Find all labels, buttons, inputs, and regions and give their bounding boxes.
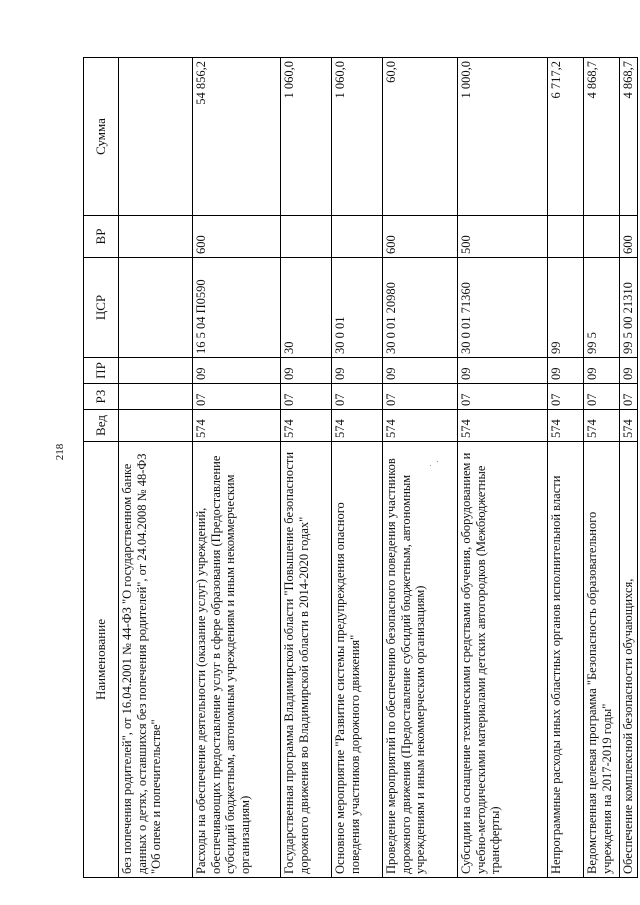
- table-row: [332, 58, 383, 878]
- table-row: [620, 58, 638, 878]
- cell-pr: 09: [458, 358, 548, 384]
- cell-pr: [119, 358, 193, 384]
- cell-sum: 1 060,0: [332, 58, 383, 216]
- cell-rz: 07: [458, 384, 548, 410]
- header-name: Наименование: [84, 442, 119, 878]
- cell-ved: 574: [383, 410, 458, 442]
- cell-sum: [119, 58, 193, 216]
- cell-rz: 07: [332, 384, 383, 410]
- cell-pr: 09: [620, 358, 638, 384]
- cell-rz: 07: [281, 384, 332, 410]
- cell-ved: 574: [332, 410, 383, 442]
- cell-vr: [281, 216, 332, 258]
- table-row: [584, 58, 620, 878]
- cell-name: Ведомственная целевая программа "Безопасность образовательного учреждения на 2017-2019 годы": [584, 442, 620, 878]
- budget-table: [83, 57, 638, 878]
- cell-ved: 574: [281, 410, 332, 442]
- cell-vr: [584, 216, 620, 258]
- cell-vr: 600: [620, 216, 638, 258]
- header-pr: ПР: [84, 358, 119, 384]
- cell-pr: 09: [332, 358, 383, 384]
- cell-vr: [332, 216, 383, 258]
- cell-csr: 30 0 01: [332, 258, 383, 358]
- cell-ved: 574: [620, 410, 638, 442]
- cell-csr: 30: [281, 258, 332, 358]
- cell-csr: 30 0 01 71360: [458, 258, 548, 358]
- table-row: [458, 58, 548, 878]
- cell-pr: 09: [548, 358, 584, 384]
- cell-name: Непрограммные расходы иных областных органов исполнительной власти: [548, 442, 584, 878]
- cell-name: Государственная программа Владимирской области "Повышение безопасности дорожного движения во Владимирской области в 2014-2020 годах": [281, 442, 332, 878]
- cell-name: Основное мероприятие "Развитие системы предупреждения опасного поведения участников дорожного движения": [332, 442, 383, 878]
- header-row: [84, 58, 119, 878]
- cell-vr: 600: [193, 216, 281, 258]
- cell-ved: [119, 410, 193, 442]
- header-rz: РЗ: [84, 384, 119, 410]
- scan-speck: [437, 461, 438, 462]
- cell-rz: 07: [584, 384, 620, 410]
- table-row: [281, 58, 332, 878]
- cell-vr: 500: [458, 216, 548, 258]
- table-row: [548, 58, 584, 878]
- cell-ved: 574: [458, 410, 548, 442]
- cell-rz: 07: [383, 384, 458, 410]
- cell-csr: 99 5 00 21310: [620, 258, 638, 358]
- cell-pr: 09: [193, 358, 281, 384]
- cell-sum: 60,0: [383, 58, 458, 216]
- cell-pr: 09: [383, 358, 458, 384]
- cell-pr: 09: [281, 358, 332, 384]
- cell-sum: 4 868,7: [620, 58, 638, 216]
- cell-csr: 99: [548, 258, 584, 358]
- cell-name: Расходы на обеспечение деятельности (оказание услуг) учреждений, обеспечивающих предоставление услуг в сфере образования (Предоставление субсидий бюджетным, автономным учреждениям и иным некоммерческим организациям): [193, 442, 281, 878]
- cell-csr: 30 0 01 20980: [383, 258, 458, 358]
- header-sum: Сумма: [84, 58, 119, 216]
- cell-sum: 1 000,0: [458, 58, 548, 216]
- cell-ved: 574: [193, 410, 281, 442]
- table-row: [383, 58, 458, 878]
- table-row: [119, 58, 193, 878]
- cell-vr: [548, 216, 584, 258]
- cell-vr: [119, 216, 193, 258]
- cell-sum: 1 060,0: [281, 58, 332, 216]
- cell-sum: 4 868,7: [584, 58, 620, 216]
- cell-rz: 07: [620, 384, 638, 410]
- page-number: 218: [54, 443, 66, 461]
- cell-sum: 54 856,2: [193, 58, 281, 216]
- scan-speck: [430, 465, 431, 466]
- cell-name: Проведение мероприятий по обеспечению безопасного поведения участников дорожного движения (Предоставление субсидий бюджетным, автономным учреждениям и иным некоммерческим организациям): [383, 442, 458, 878]
- cell-name: Субсидии на оснащение техническими средствами обучения, оборудованием и учебно-методическими материалами детских автогородков (Межбюджетные трансферты): [458, 442, 548, 878]
- header-vr: ВР: [84, 216, 119, 258]
- cell-ved: 574: [584, 410, 620, 442]
- rotated-table-container: [83, 58, 635, 878]
- cell-csr: 16 5 04 П0590: [193, 258, 281, 358]
- header-csr: ЦСР: [84, 258, 119, 358]
- cell-name: без попечения родителей", от 16.04.2001 № 44-ФЗ "О государственном банке данных о детях, оставшихся без попечения родителей", от 24.04.2008 № 48-ФЗ "Об опеке и попечительстве": [119, 442, 193, 878]
- cell-rz: 07: [193, 384, 281, 410]
- cell-vr: 600: [383, 216, 458, 258]
- cell-pr: 09: [584, 358, 620, 384]
- cell-ved: 574: [548, 410, 584, 442]
- table-row: [193, 58, 281, 878]
- cell-csr: 99 5: [584, 258, 620, 358]
- cell-name: Обеспечение комплексной безопасности обучающихся,: [620, 442, 638, 878]
- cell-rz: 07: [548, 384, 584, 410]
- cell-sum: 6 717,2: [548, 58, 584, 216]
- cell-rz: [119, 384, 193, 410]
- cell-csr: [119, 258, 193, 358]
- header-ved: Вед: [84, 410, 119, 442]
